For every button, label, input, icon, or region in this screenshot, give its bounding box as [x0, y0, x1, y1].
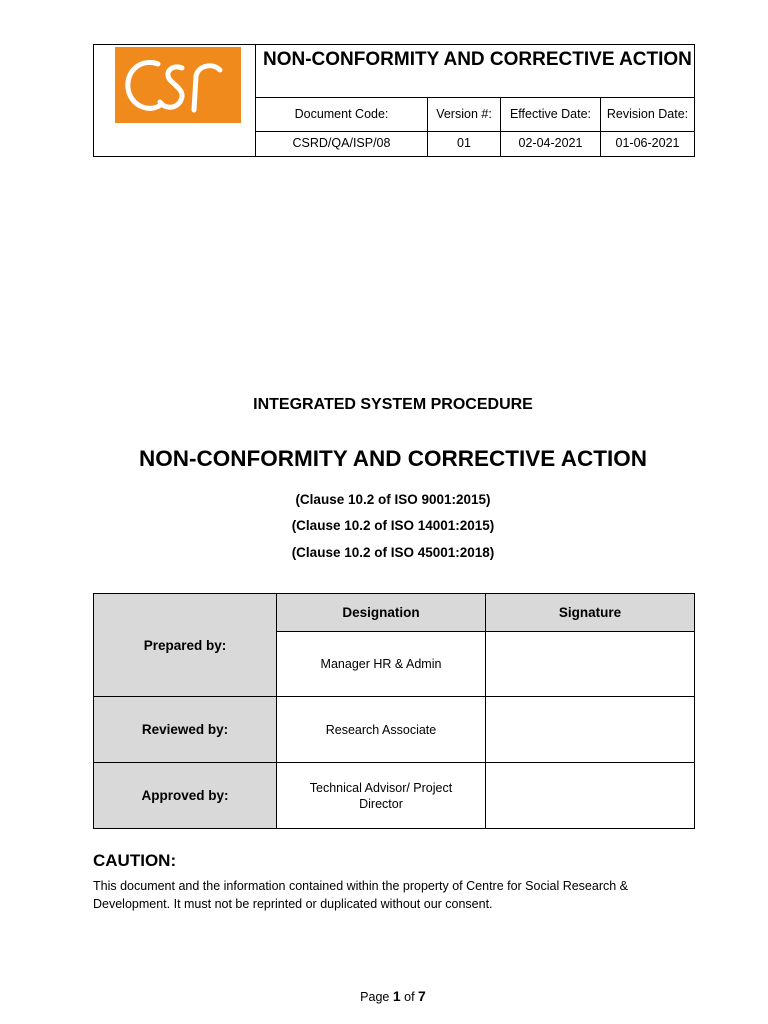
revision-date-value: 01-06-2021: [601, 131, 695, 156]
effective-date-value: 02-04-2021: [501, 131, 601, 156]
signature-header: Signature: [486, 594, 695, 632]
approved-by-designation: Technical Advisor/ Project Director: [277, 763, 486, 829]
document-header: [93, 44, 695, 157]
header-col-effective-date: Effective Date:: [501, 98, 601, 131]
header-col-revision-date: Revision Date:: [601, 98, 695, 131]
document-title: NON-CONFORMITY AND CORRECTIVE ACTION: [139, 446, 647, 471]
clause-iso-14001: (Clause 10.2 of ISO 14001:2015): [291, 518, 495, 533]
approved-by-label: Approved by:: [94, 763, 277, 829]
document-code-value: CSRD/QA/ISP/08: [256, 131, 428, 156]
reviewed-by-signature: [486, 697, 695, 763]
version-value: 01: [428, 131, 501, 156]
reviewed-by-designation: Research Associate: [277, 697, 486, 763]
prepared-by-label: Prepared by:: [94, 594, 277, 697]
csr-logo-icon: [120, 52, 236, 118]
page-of: of: [404, 990, 415, 1004]
svg-text:CSR: CSR: [176, 116, 180, 117]
clause-iso-45001: (Clause 10.2 of ISO 45001:2018): [291, 545, 495, 560]
prepared-by-designation: Manager HR & Admin: [277, 632, 486, 697]
caution-text: This document and the information contained within the property of Centre for Social Research & Development. It must not be reprinted or duplicated without our consent.: [93, 879, 629, 911]
caution-title: CAUTION:: [93, 851, 177, 870]
prepared-by-signature: [486, 632, 695, 697]
reviewed-by-label: Reviewed by:: [94, 697, 277, 763]
approved-by-signature: [486, 763, 695, 829]
logo-cell: [94, 45, 256, 157]
total-pages: 7: [418, 988, 426, 1004]
header-title: NON-CONFORMITY AND CORRECTIVE ACTION: [256, 45, 695, 98]
page-footer: [0, 988, 768, 1004]
current-page: 1: [392, 988, 401, 1004]
header-col-version: Version #:: [428, 98, 501, 131]
company-logo: [115, 47, 241, 123]
approval-table: [93, 593, 695, 829]
document-subtitle: INTEGRATED SYSTEM PROCEDURE: [253, 396, 533, 413]
header-col-document-code: Document Code:: [256, 98, 428, 131]
designation-header: Designation: [277, 594, 486, 632]
clause-iso-9001: (Clause 10.2 of ISO 9001:2015): [295, 492, 491, 507]
page-prefix: Page: [360, 990, 390, 1004]
